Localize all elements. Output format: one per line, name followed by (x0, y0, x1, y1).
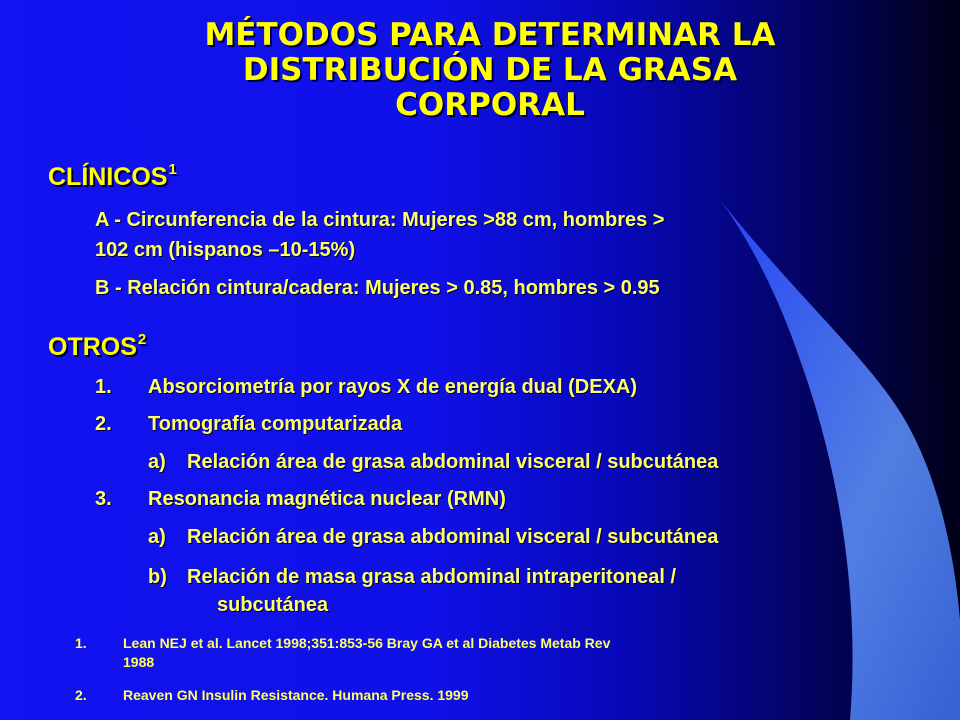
otros-item-1: Absorciometría por rayos X de energía dual (DEXA) (148, 376, 638, 398)
clinicos-heading-text: CLÍNICOS (48, 163, 168, 191)
title-line-2: DISTRIBUCIÓN DE LA GRASA (242, 52, 738, 88)
slide-title (120, 18, 860, 123)
otros-item-1-number: 1. (95, 376, 112, 398)
reference-1-line2: 1988 (123, 654, 155, 670)
otros-item-3-number: 3. (95, 488, 112, 510)
title-line-3: CORPORAL (395, 87, 585, 123)
clinicos-superscript: 1 (168, 161, 177, 178)
swoosh-shape (720, 200, 960, 720)
reference-2: Reaven GN Insulin Resistance. Humana Press. 1999 (123, 687, 469, 703)
otros-item-2a: Relación área de grasa abdominal visceral / subcutánea (187, 451, 719, 473)
otros-item-2: Tomografía computarizada (148, 413, 403, 435)
otros-item-3a: Relación área de grasa abdominal visceral / subcutánea (187, 526, 719, 548)
reference-2-number: 2. (75, 687, 87, 703)
otros-heading-text: OTROS (48, 333, 137, 361)
otros-item-3b-line2: subcutánea (217, 594, 329, 616)
clinicos-item-b: B - Relación cintura/cadera: Mujeres > 0.85, hombres > 0.95 (95, 277, 660, 299)
otros-item-2-number: 2. (95, 413, 112, 435)
otros-item-2a-label: a) (148, 451, 166, 473)
clinicos-item-a-line2: 102 cm (hispanos –10-15%) (95, 239, 356, 261)
title-line-1: MÉTODOS PARA DETERMINAR LA (204, 17, 776, 53)
otros-item-3b-label: b) (148, 566, 167, 588)
clinicos-item-a-line1: A - Circunferencia de la cintura: Mujeres >88 cm, hombres > (95, 209, 665, 231)
otros-superscript: 2 (137, 331, 147, 348)
otros-heading (48, 333, 146, 362)
otros-item-3a-label: a) (148, 526, 166, 548)
reference-1-line1: Lean NEJ et al. Lancet 1998;351:853-56 Bray GA et al Diabetes Metab Rev (123, 635, 611, 651)
otros-item-3b-line1: Relación de masa grasa abdominal intraperitoneal / (187, 566, 677, 588)
clinicos-heading (48, 163, 177, 192)
reference-1-number: 1. (75, 635, 87, 651)
otros-item-3: Resonancia magnética nuclear (RMN) (148, 488, 506, 510)
